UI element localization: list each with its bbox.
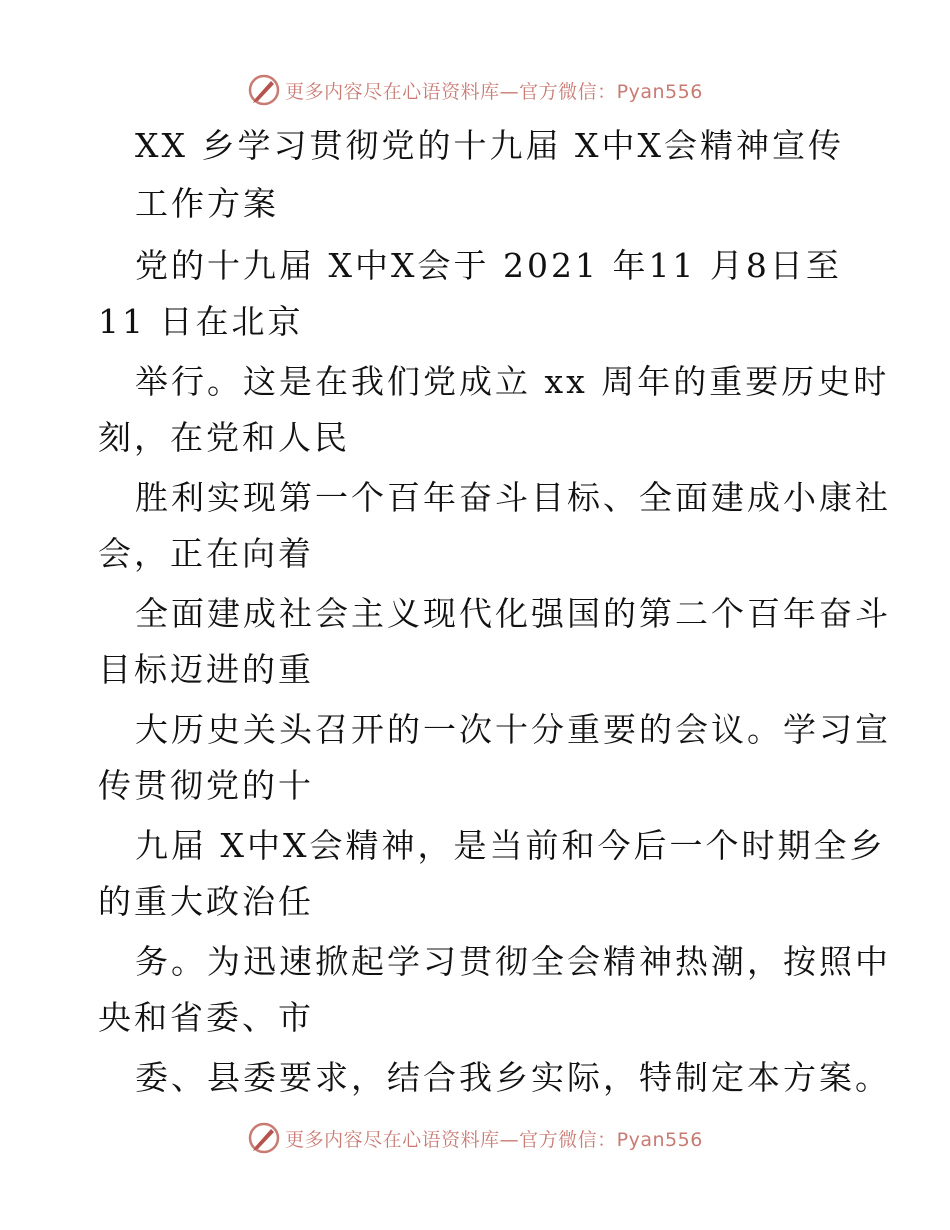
quill-logo-icon bbox=[247, 1121, 281, 1155]
watermark-footer bbox=[0, 1118, 950, 1158]
paragraph-line: 11 日在北京 bbox=[98, 302, 304, 341]
paragraph-line: 胜利实现第一个百年奋斗目标、全面建成小康社 bbox=[135, 478, 891, 517]
watermark-text: 更多内容尽在心语资料库—官方微信：Pyan556 bbox=[285, 1128, 703, 1151]
paragraph-line: 全面建成社会主义现代化强国的第二个百年奋斗 bbox=[135, 594, 891, 633]
watermark-header bbox=[0, 70, 950, 110]
paragraph-line: 举行。这是在我们党成立 xx 周年的重要历史时 bbox=[135, 362, 890, 401]
paragraph-line: 大历史关头召开的一次十分重要的会议。学习宣 bbox=[135, 710, 891, 749]
paragraph-line: 务。为迅速掀起学习贯彻全会精神热潮，按照中 bbox=[135, 942, 891, 981]
paragraph-line: 党的十九届 X中X会于 2021 年11 月8日至 bbox=[135, 246, 842, 285]
paragraph-line: 九届 X中X会精神，是当前和今后一个时期全乡 bbox=[135, 826, 886, 865]
title-line-2: 工作方案 bbox=[135, 184, 279, 223]
quill-logo-icon bbox=[247, 73, 281, 107]
title-line-1: XX 乡学习贯彻党的十九届 X中X会精神宣传 bbox=[135, 126, 844, 165]
paragraph-line: 目标迈进的重 bbox=[98, 650, 314, 689]
paragraph-line: 刻，在党和人民 bbox=[98, 418, 350, 457]
paragraph-line: 的重大政治任 bbox=[98, 882, 314, 921]
paragraph-line: 会，正在向着 bbox=[98, 534, 314, 573]
paragraph-line: 央和省委、市 bbox=[98, 998, 314, 1037]
watermark-text: 更多内容尽在心语资料库—官方微信：Pyan556 bbox=[285, 80, 703, 103]
paragraph-line: 委、县委要求，结合我乡实际，特制定本方案。 bbox=[135, 1058, 891, 1097]
paragraph-line: 传贯彻党的十 bbox=[98, 766, 314, 805]
